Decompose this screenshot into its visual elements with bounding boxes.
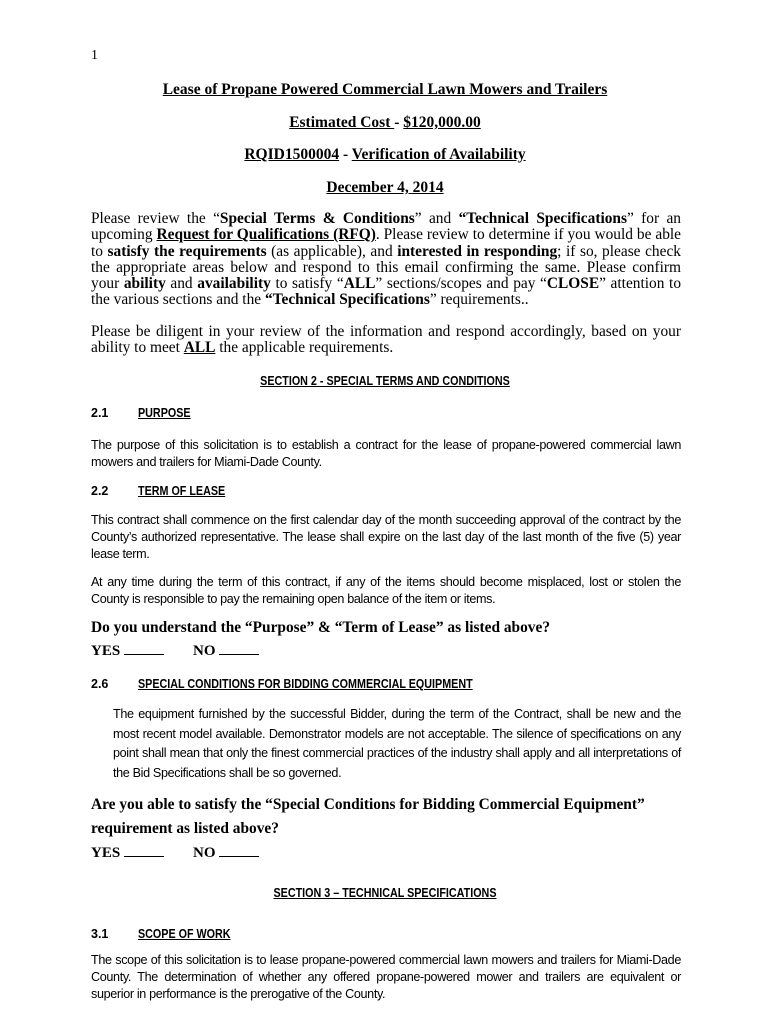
yes-blank[interactable] xyxy=(124,844,164,857)
section-2-2-number: 2.2 xyxy=(91,484,109,498)
emphasis-all: ALL xyxy=(343,275,376,293)
emphasis-technical-specs: “Technical Specifications xyxy=(458,210,627,227)
emphasis-availability: availability xyxy=(197,275,271,293)
no-label: NO xyxy=(193,845,216,861)
estimated-cost-value: $120,000.00 xyxy=(403,114,481,131)
answer-row-1 xyxy=(91,642,216,660)
estimated-cost-label: Estimated Cost xyxy=(289,114,395,131)
section-3-1-text: The scope of this solicitation is to lease propane-powered commercial lawn mowers and trailers for Miami-Dade County. The determination of whether any offered propane-powered mower and trailers are equivalent or superior in performance is the prerogative of the County. xyxy=(91,953,681,1001)
rqid-number: RQID1500004 xyxy=(244,146,340,163)
emphasis-interested: interested in responding xyxy=(397,242,558,260)
rqid-line xyxy=(0,146,770,164)
emphasis-close: CLOSE xyxy=(546,275,600,293)
rqid-label: Verification of Availability xyxy=(351,146,526,163)
answer-row-2 xyxy=(91,844,216,862)
page-number: 1 xyxy=(91,48,98,63)
section-3-heading: SECTION 3 – TECHNICAL SPECIFICATIONS xyxy=(273,886,497,900)
section-2-2-text-1: This contract shall commence on the first calendar day of the month succeeding approval of the contract by the County’s authorized representative. The lease shall expire on the last day of the last month of the five (5) year lease term. xyxy=(91,513,681,561)
no-blank[interactable] xyxy=(219,642,259,655)
question-special-conditions: Are you able to satisfy the “Special Conditions for Bidding Commercial Equipment” requirement as listed above? xyxy=(91,796,645,837)
yes-label: YES xyxy=(91,643,121,659)
rqid-separator: - xyxy=(339,146,352,163)
section-3-1-number: 3.1 xyxy=(91,927,109,941)
emphasis-ability: ability xyxy=(123,275,166,293)
emphasis-technical-specs-2: “Technical Specifications xyxy=(264,291,430,309)
question-purpose-term: Do you understand the “Purpose” & “Term of Lease” as listed above? xyxy=(91,619,551,636)
yes-label: YES xyxy=(91,845,121,861)
estimated-cost-line xyxy=(0,114,770,132)
document-date: December 4, 2014 xyxy=(326,179,444,196)
document-title: Lease of Propane Powered Commercial Lawn Mowers and Trailers xyxy=(162,81,608,98)
section-2-1-text: The purpose of this solicitation is to establish a contract for the lease of propane-powered commercial lawn mowers and trailers for Miami-Dade County. xyxy=(91,438,681,469)
section-2-6-title: SPECIAL CONDITIONS FOR BIDDING COMMERCIAL EQUIPMENT xyxy=(138,677,473,691)
intro-paragraph-1: Please review the “Special Terms & Conditions” and “Technical Specifications” for an upcoming Request for Qualifications (RFQ). Please review to determine if you would be able to satisfy the requirements (as applicable), and interested in responding; if so, please check the appropriate areas below and respond to this email confirming the same. Please confirm your ability and availability to satisfy “ALL” sections/scopes and pay “CLOSE” attention to the various sections and the “Technical Specifications” requirements.. xyxy=(91,210,682,309)
no-blank[interactable] xyxy=(219,844,259,857)
section-3-1-title: SCOPE OF WORK xyxy=(138,927,231,941)
no-label: NO xyxy=(193,643,216,659)
emphasis-all-2: ALL xyxy=(183,339,216,357)
section-2-1-number: 2.1 xyxy=(91,406,109,420)
emphasis-satisfy: satisfy the requirements xyxy=(107,242,267,260)
section-2-heading: SECTION 2 - SPECIAL TERMS AND CONDITIONS xyxy=(260,374,510,388)
emphasis-special-terms: Special Terms & Conditions xyxy=(219,210,415,227)
section-2-1-title: PURPOSE xyxy=(138,406,191,420)
emphasis-rfq: Request for Qualifications (RFQ) xyxy=(156,226,376,244)
estimated-cost-separator: - xyxy=(394,114,404,131)
section-2-6-number: 2.6 xyxy=(91,677,109,691)
section-2-6-text: The equipment furnished by the successful Bidder, during the term of the Contract, shall be new and the most recent model available. Demonstrator models are not acceptable. The silence of specifications on any point shall mean that only the finest commercial practices of the industry shall apply and all interpretations of the Bid Specifications shall be so governed. xyxy=(113,707,681,780)
section-2-2-title: TERM OF LEASE xyxy=(138,484,226,498)
intro-paragraph-2: Please be diligent in your review of the information and respond accordingly, based on your ability to meet ALL the applicable requirements. xyxy=(91,323,681,357)
section-2-2-text-2: At any time during the term of this contract, if any of the items should become misplaced, lost or stolen the County is responsible to pay the remaining open balance of the item or items. xyxy=(91,575,681,606)
yes-blank[interactable] xyxy=(124,642,164,655)
